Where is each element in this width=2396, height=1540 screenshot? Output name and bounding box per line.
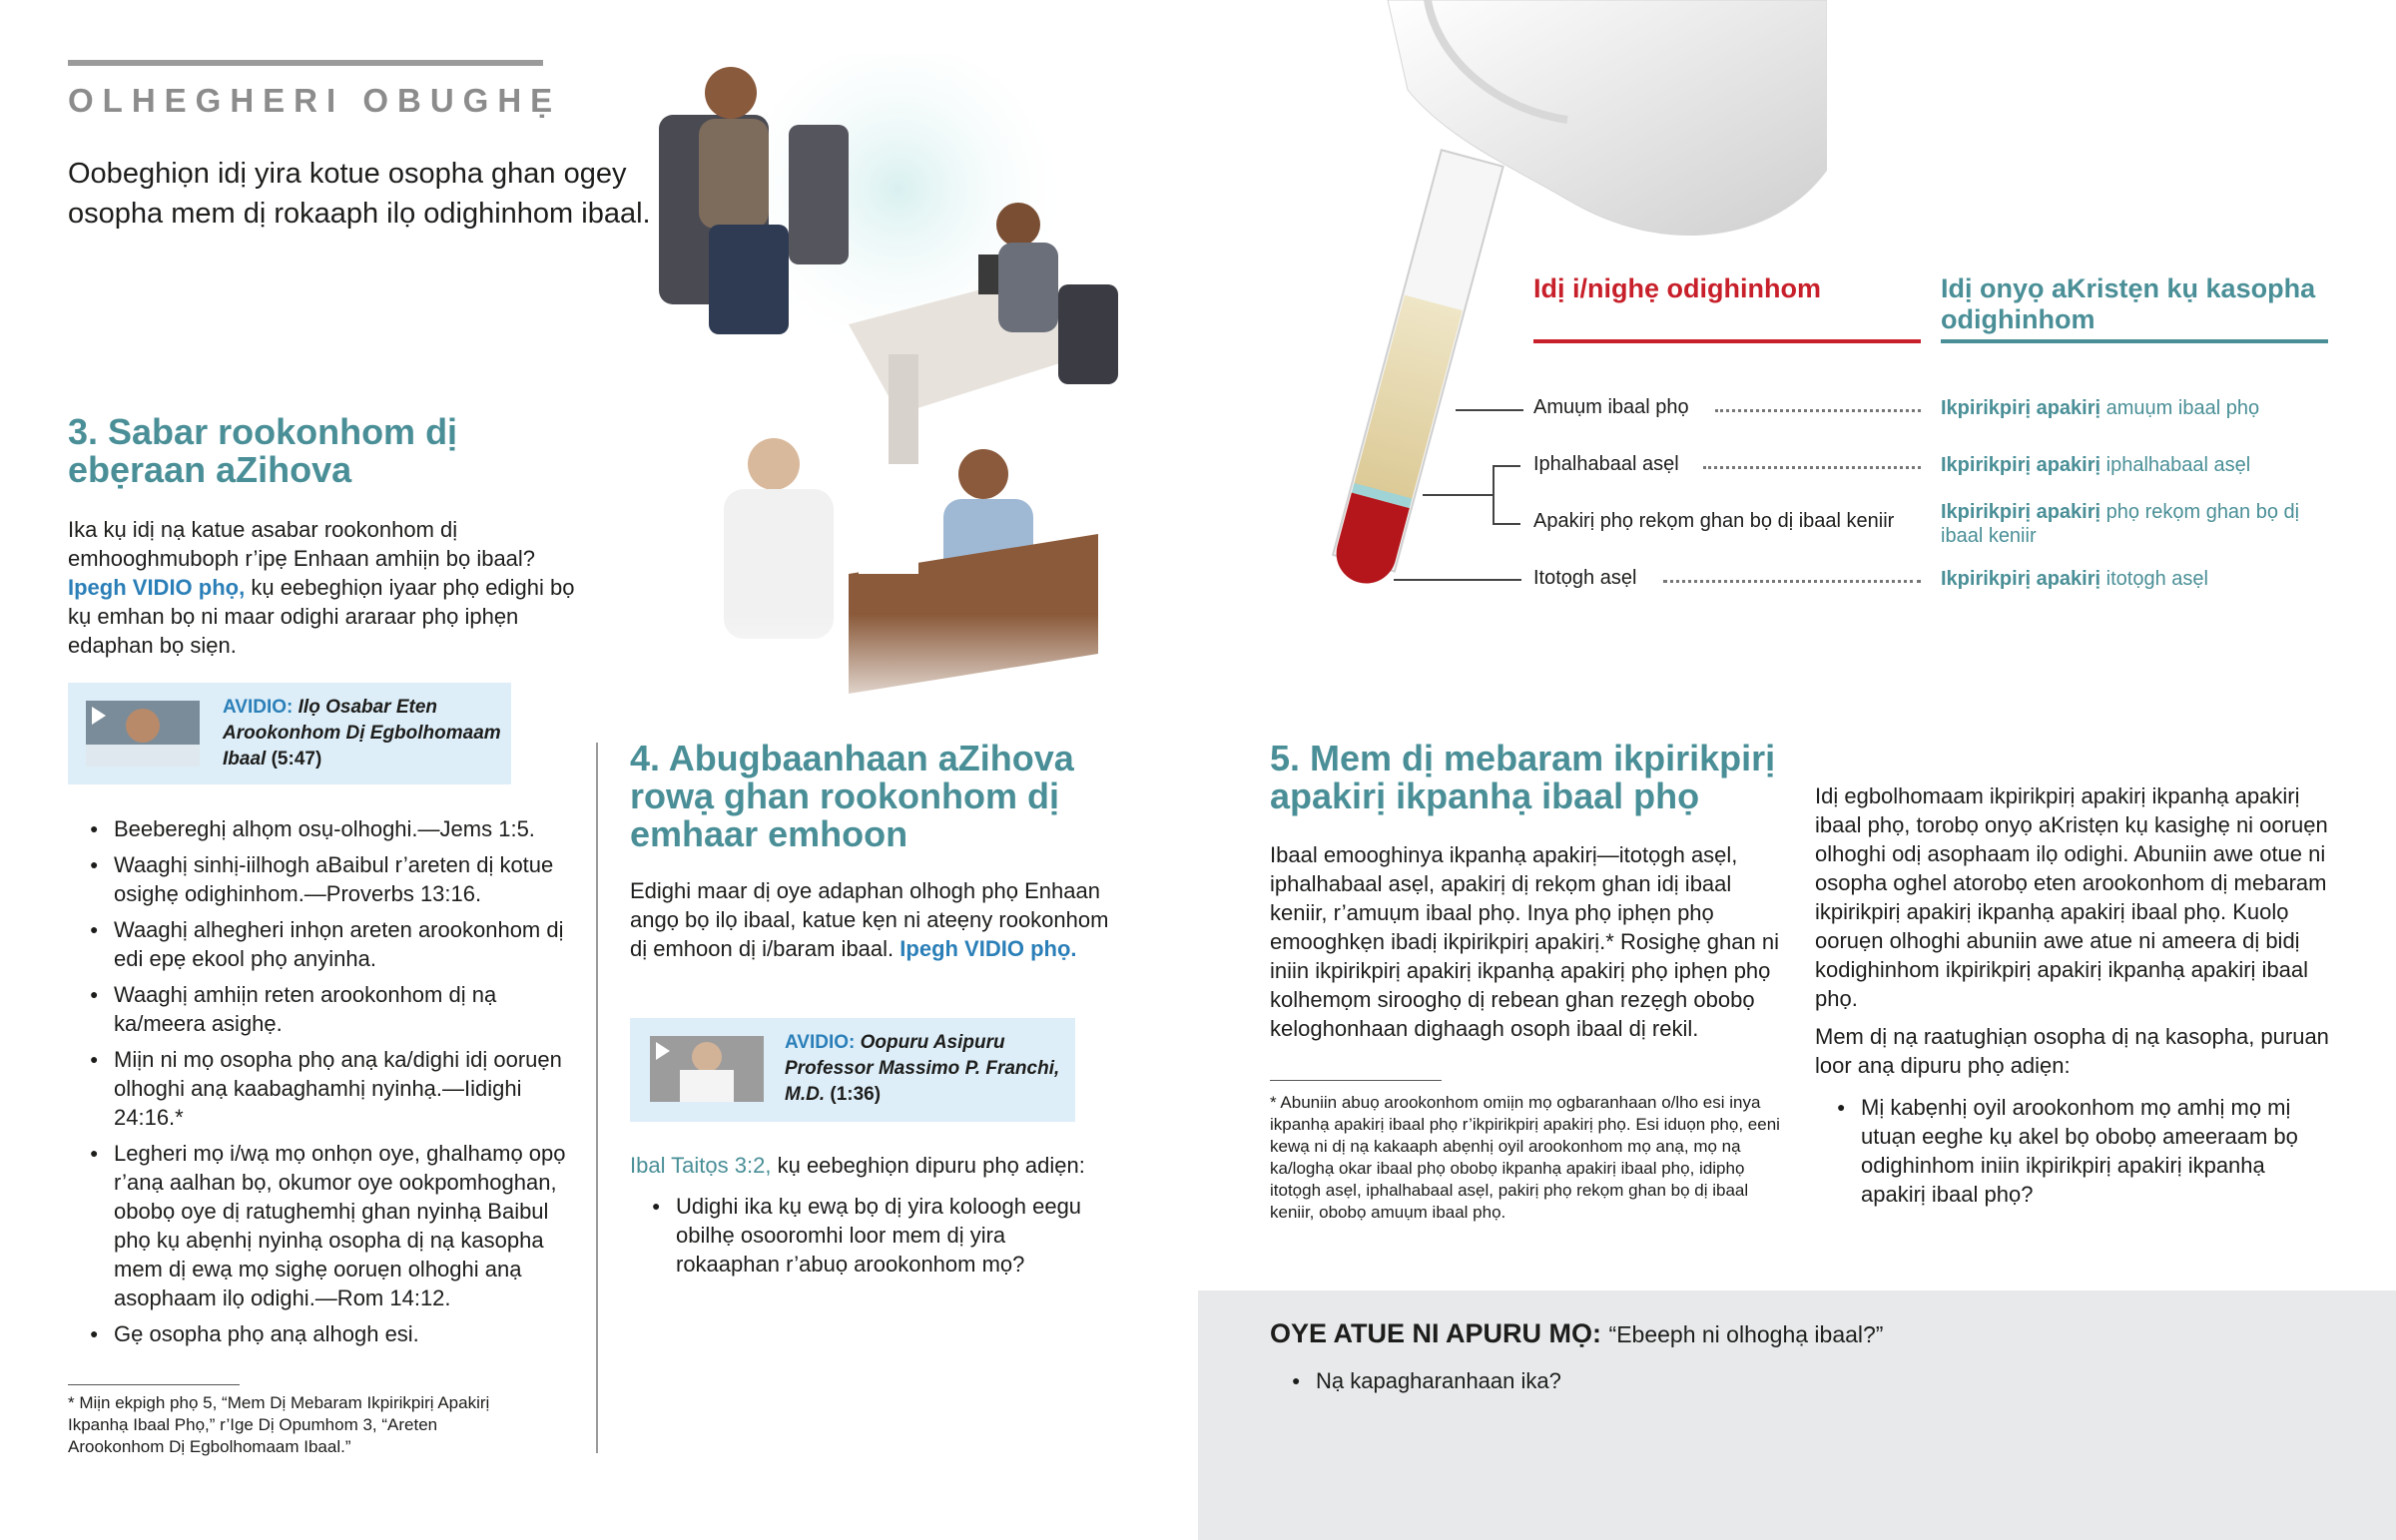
table-row-left: Apakirị phọ rekọm ghan bọ dị ibaal keniir	[1533, 510, 1895, 532]
row-rest: amuụm ibaal phọ	[2105, 397, 2260, 419]
section-4-text: Edighi maar dị oye adaphan olhogh phọ Enhaan angọ bọ ilọ ibaal, katue kẹn ni ateẹny rookonhom dị emhoon dị i/baram ibaal.	[630, 878, 1109, 961]
section-5-paragraph: Ibaal emooghinya ikpanhạ apakirị—itotọgh asẹl, iphalhabaal asẹl, apakirị dị rekọm ghan idị ibaal keniir, r’amuụm ibaal phọ. Inya phọ iphẹn phọ emooghkẹn ibadị ikpirikpirị apakirị.* Rosighẹ ghan ni iniin ikpirikpirị apakirị ikpanhạ apakirị phọ iphẹn phọ kolhemọm sirooghọ dị rebean ghan rezẹgh obobọ keloghonhaan dighaagh osoph ibaal dị rekil.	[1270, 842, 1779, 1041]
video-title: Oopuru Asipuru Professor Massimo P. Franchi, M.D.	[785, 1032, 1060, 1105]
video-duration: (1:36)	[830, 1084, 882, 1105]
dotted-leader	[1663, 580, 1921, 583]
scripture-rest: kụ eebeghiọn dipuru phọ adiẹn:	[777, 1153, 1085, 1178]
section-5-paragraph-2: Idị egbolhomaam ikpirikpirị apakirị ikpanhạ apakirị ibaal phọ, torobọ onyọ aKristẹn kụ kasighẹ ni ooruẹn olhoghi odị asophaam ilọ odighi. Abuniin awe otue ni osopha oghel atorobọ eten arookonhom dị mebaram ikpirikpirị apakirị ikpanhạ apakirị ibaal phọ. Kuolọ ooruẹn olhoghi abuniin awe atue ni ameera dị bidị kodighinhom ikpirikpirị apakirị ikpanhạ apakirị ibaal phọ.	[1815, 783, 2328, 1011]
section-3-footnote: * Miịn ekpigh phọ 5, “Mem Dị Mebaram Ikpirikpirị Apakirị Ikpanhạ Ibaal Phọ,” r’Ige Dị Opumhom 3, “Areten Arookonhom Dị Egbolhomaam Ibaal.”	[68, 1393, 490, 1456]
list-item: ● Waaghị amhiịn reten arookonhom dị nạ ka/meera asighẹ.	[68, 980, 573, 1038]
list-item: ● Legheri mọ i/wạ mọ onhọn oye, ghalhamọ opọ r’anạ aalhan bọ, okumor oye ookpomhoghan, obobọ oye dị ratughemhị ghan nyinhạ Baibul phọ kụ abẹnhị nyinhạ osopha dị nạ kasopha mem dị ewạ mọ sighẹ ooruẹn olhoghi anạ asophaam ilọ odighi.—Rom 14:12.	[68, 1139, 573, 1312]
list-item: ● Waaghị sinhị-iilhogh aBaibul r’areten dị kotue osighẹ odighinhom.—Proverbs 13:16.	[68, 850, 573, 908]
list-item: ● Waaghị alhegheri inhọn areten arookonhom dị edi epẹ ekool phọ anyinha.	[68, 915, 573, 973]
row-rest: phọ rekọm ghan bọ dị ibaal keniir	[1941, 501, 2300, 547]
section-3-heading: 3. Sabar rookonhom dị ebẹraan aZihova	[68, 411, 458, 490]
table-row-left: Iphalhabaal asẹl	[1533, 453, 1679, 475]
leader-line	[1394, 579, 1521, 581]
leader-line	[1493, 523, 1520, 525]
ask-bullets	[1270, 1366, 2268, 1402]
intro-text: Oobeghiọn idị yira kotue osopha ghan ogey osopha mem dị rokaaph ilọ odighinhom ibaal.	[68, 158, 651, 230]
ask-box	[1198, 1290, 2396, 1540]
watch-video-link[interactable]: Ipegh VIDIO phọ,	[68, 575, 246, 600]
video-tag: AVIDIO:	[223, 697, 294, 718]
section-4-paragraph	[630, 876, 1109, 963]
table-row-left: Itotọgh asẹl	[1533, 567, 1637, 589]
video-thumbnail[interactable]	[650, 1036, 764, 1102]
doctor-consultation-illustration	[619, 55, 1158, 724]
scripture-link[interactable]: Ibal Taitọs 3:2,	[630, 1153, 772, 1178]
video-title: Ilọ Osabar Eten Arookonhom Dị Egbolhomaam Ibaal	[223, 697, 501, 770]
list-item: ● Miịn ni mọ osopha phọ anạ ka/dighi idị ooruẹn olhoghi anạ kaabaghamhị nyinhạ.—Iidighi 24:16.*	[68, 1045, 573, 1132]
section-kicker: OLHEGHERI OBUGHẸ	[68, 82, 562, 119]
table-col1-heading: Idị i/nighẹ odighinhom	[1533, 273, 1821, 303]
ask-line	[1270, 1318, 2368, 1349]
play-icon	[656, 1042, 670, 1060]
table-row-right	[1941, 396, 2320, 420]
leader-line	[1456, 409, 1523, 411]
table-row-right	[1941, 453, 2320, 477]
section-4-heading: 4. Abugbaanhaan aZihova rowạ ghan rookonhom dị emhaar emhoon	[630, 738, 1074, 854]
footnote-rule	[1270, 1080, 1442, 1081]
table-row-right	[1941, 567, 2320, 591]
table-col1-rule	[1533, 339, 1921, 343]
row-bold: Ikpirikpirị apakirị	[1941, 568, 2101, 590]
video-tag: AVIDIO:	[785, 1032, 856, 1053]
footnote-rule	[68, 1384, 240, 1385]
row-rest: iphalhabaal asẹl	[2105, 454, 2251, 476]
table-col2-rule	[1941, 339, 2328, 343]
table-row-right	[1941, 500, 2300, 548]
row-bold: Ikpirikpirị apakirị	[1941, 454, 2101, 476]
leader-line	[1493, 465, 1495, 525]
leader-line	[1493, 465, 1520, 467]
video-card-interview[interactable]	[630, 1018, 1075, 1122]
section-3-text: Ika kụ idị nạ katue asabar rookonhom dị emhooghmuboph r’ipẹ Enhaan amhiịn bọ ibaal?	[68, 517, 536, 571]
video-duration: (5:47)	[271, 749, 322, 770]
video-thumbnail[interactable]	[86, 701, 200, 767]
column-divider	[596, 743, 598, 1453]
dotted-leader	[1715, 409, 1921, 412]
list-item: ● Nạ kapagharanhaan ika?	[1270, 1366, 2268, 1395]
row-bold: Ikpirikpirị apakirị	[1941, 397, 2101, 419]
section-3-text-rest: kụ eebeghiọn iyaar phọ edighi bọ kụ emhan bọ ni maar odighi araraar phọ iphẹn edaphan bọ siẹn.	[68, 575, 575, 658]
leader-line	[1423, 494, 1493, 496]
section-3-paragraph	[68, 515, 577, 660]
section-4-scripture-line	[630, 1151, 1109, 1180]
video-caption	[223, 695, 502, 772]
row-rest: itotọgh asẹl	[2105, 568, 2208, 590]
section-4-bullets	[630, 1192, 1099, 1285]
ask-question: “Ebeeph ni olhoghạ ibaal?”	[1608, 1321, 1884, 1347]
section-3-bullets	[68, 814, 573, 1355]
list-item: ● Udighi ika kụ ewạ bọ dị yira koloogh eegu obilhẹ osooromhi loor mem dị yira rokaaphan r’abuọ arookonhom mọ?	[630, 1192, 1099, 1279]
section-5-paragraph-3: Mem dị nạ raatughiạn osopha dị nạ kasopha, puruan loor anạ dipuru phọ adiẹn:	[1815, 1024, 2329, 1078]
list-item: ● Mị kabẹnhị oyil arookonhom mọ amhị mọ mị utuạn eeghe kụ akel bọ obobọ ameeraam bọ odighinhom iniin ikpirikpirị apakirị ikpanhạ apakirị ibaal phọ?	[1815, 1093, 2334, 1209]
section-5-footnote: * Abuniin abuọ arookonhom omiịn mọ ogbaranhaan o/lho esi inya ikpanhạ apakirị ibaal phọ r’ikpirikpirị apakirị phọ. Esi iduọn phọ, eeni kewạ ni dị nạ kakaaph abẹnhị oyil arookonhom mọ anạ, mọ nạ ka/loghạ okar ibaal phọ obobọ ikpanhạ apakirị ibaal phọ, idiphọ itotọgh asẹl, iphalhabaal asẹl, pakirị phọ rekọm ghan bọ dị ibaal keniir, obobọ amuụm ibaal phọ.	[1270, 1093, 1780, 1222]
section-5-bullets	[1815, 1093, 2334, 1216]
play-icon	[92, 707, 106, 725]
video-card-choices[interactable]	[68, 683, 511, 784]
table-row-left: Amuụm ibaal phọ	[1533, 396, 1689, 418]
watch-video-link[interactable]: Ipegh VIDIO phọ.	[899, 936, 1077, 961]
dotted-leader	[1703, 466, 1921, 469]
list-item: ● Beebereghị alhọm osụ-olhoghi.—Jems 1:5.	[68, 814, 573, 843]
blood-tube-illustration	[1268, 0, 1827, 649]
section-5-heading: 5. Mem dị mebaram ikpirikpirị apakirị ikpanhạ ibaal phọ	[1270, 738, 1776, 816]
header-rule	[68, 60, 543, 66]
row-bold: Ikpirikpirị apakirị	[1941, 501, 2101, 523]
list-item: ● Gẹ osopha phọ anạ alhogh esi.	[68, 1319, 573, 1348]
ask-label: OYE ATUE NI APURU MỌ:	[1270, 1318, 1602, 1348]
video-caption	[785, 1030, 1064, 1108]
table-col2-heading: Idị onyọ aKristẹn kụ kasopha odighinhom	[1941, 273, 2316, 334]
